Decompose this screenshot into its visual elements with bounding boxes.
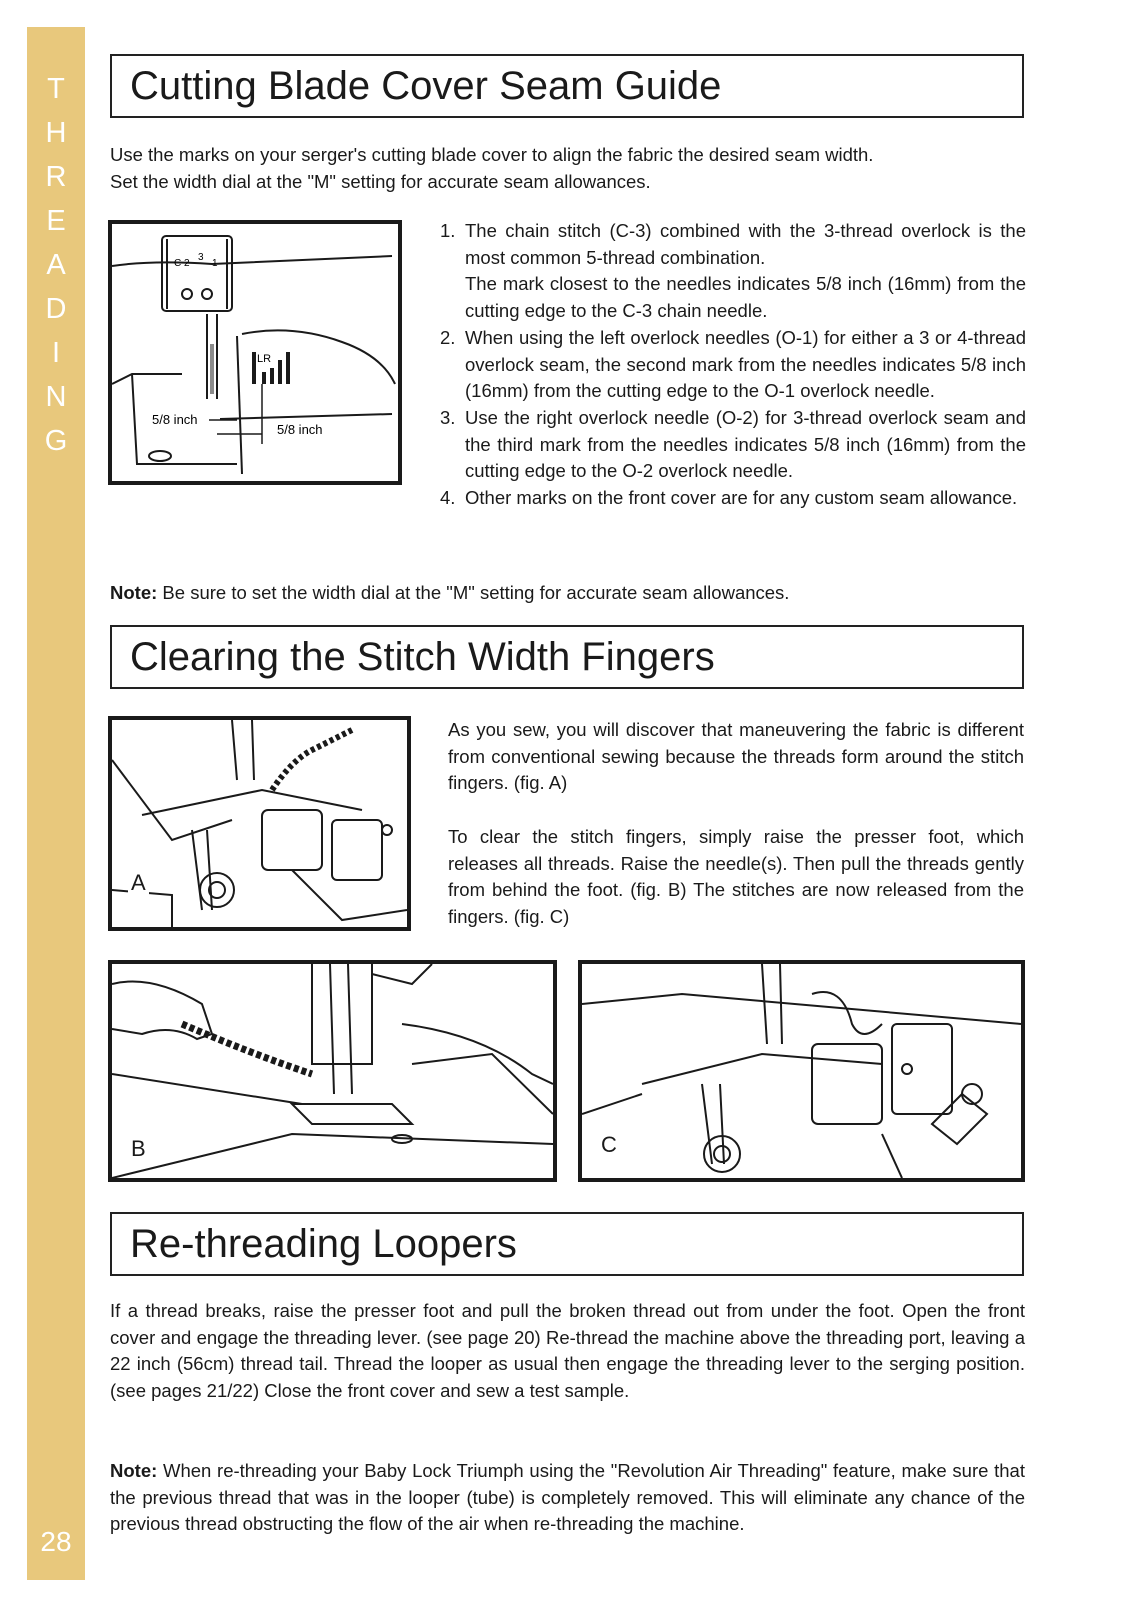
- side-tab-letters: [27, 67, 85, 463]
- figure-c: [578, 960, 1025, 1182]
- needle-label-2: 2: [184, 258, 190, 269]
- list-item: [440, 485, 1026, 512]
- stitch-fingers-paragraph-2: To clear the stitch fingers, simply raise the presser foot, which releases all threads. Raise the needle(s). Then pull the threads gently from behind the foot. (fig. B) The stitches are now released from the fingers. (fig. C): [448, 826, 1024, 927]
- step-text: The chain stitch (C-3) combined with the 3-thread overlock is the most common 5-thread combination.: [465, 220, 1026, 268]
- seam-mark-label: LR: [257, 353, 272, 365]
- section-side-tab: [27, 27, 85, 1580]
- intro-line-1: Use the marks on your serger's cutting blade cover to align the fabric the desired seam width.: [110, 144, 874, 165]
- figure-b-label: B: [128, 1136, 149, 1162]
- figure-c-label: C: [598, 1132, 620, 1158]
- figure-b: [108, 960, 557, 1182]
- list-item: [440, 405, 1026, 485]
- step-extra-text: The mark closest to the needles indicates 5/8 inch (16mm) from the cutting edge to the C-3 chain needle.: [465, 273, 1026, 322]
- side-tab-letter: T: [47, 73, 65, 105]
- step-text: Use the right overlock needle (O-2) for 3-thread overlock seam and the third mark from the needles indicates 5/8 inch (16mm) from the cutting edge to the O-2 overlock needle.: [465, 406, 1026, 482]
- section-title-rethreading: Re-threading Loopers: [130, 1222, 517, 1266]
- seam-guide-illustration: [112, 224, 398, 481]
- side-tab-letter: D: [45, 293, 67, 325]
- seam-guide-note: [110, 580, 1025, 607]
- page-number: 28: [40, 1526, 72, 1557]
- side-tab-letter: I: [51, 337, 61, 369]
- side-tab-letter: N: [45, 381, 67, 413]
- figure-a-illustration: [112, 720, 407, 927]
- list-item: [440, 218, 1026, 325]
- note-text: Be sure to set the width dial at the "M" setting for accurate seam allowances.: [157, 582, 790, 603]
- step-number: 4.: [440, 487, 456, 509]
- figure-seam-guide: [108, 220, 402, 485]
- needle-label-1: 1: [212, 258, 218, 269]
- rethreading-note: [110, 1458, 1025, 1538]
- figure-b-illustration: [112, 964, 553, 1178]
- stitch-fingers-paragraph-1: As you sew, you will discover that maneuvering the fabric is different from conventional sewing because the threads form around the stitch fingers. (fig. A): [448, 719, 1024, 793]
- step-text: When using the left overlock needles (O-1) for either a 3 or 4-thread overlock seam, the second mark from the needles indicates 5/8 inch (16mm) from the cutting edge to the O-1 overlock needle.: [465, 326, 1026, 402]
- step-number: 1.: [440, 220, 456, 241]
- figure-a-label: A: [128, 870, 149, 896]
- step-number: 3.: [440, 406, 456, 428]
- left-measure-label: 5/8 inch: [152, 412, 198, 427]
- side-tab-letter: H: [45, 117, 67, 149]
- step-number: 2.: [440, 326, 456, 348]
- section-heading-box: [110, 625, 1024, 689]
- needle-label-3: 3: [198, 252, 204, 263]
- side-tab-letter: E: [46, 205, 66, 237]
- section-title-stitch-fingers: Clearing the Stitch Width Fingers: [130, 635, 715, 679]
- note-text: When re-threading your Baby Lock Triumph using the "Revolution Air Threading" feature, make sure that the previous thread that was in the looper (tube) is completely removed. This will eliminate any chance of the previous thread obstructing the flow of the air when re-threading the machine.: [110, 1460, 1025, 1534]
- intro-line-2: Set the width dial at the "M" setting for accurate seam allowances.: [110, 170, 651, 192]
- step-text: Other marks on the front cover are for any custom seam allowance.: [465, 487, 1018, 509]
- figure-c-illustration: [582, 964, 1021, 1178]
- side-tab-letter: G: [44, 425, 68, 457]
- needle-label-c: C: [174, 258, 182, 269]
- seam-guide-steps: [440, 218, 1026, 512]
- rethreading-paragraph: If a thread breaks, raise the presser foot and pull the broken thread out from under the foot. Open the front cover and engage the threading lever. (see page 20) Re-thread the machine above the threading port, leaving a 22 inch (56cm) thread tail. Thread the looper as usual then engage the threading lever to the serging position. (see pages 21/22) Close the front cover and sew a test sample.: [110, 1300, 1025, 1401]
- note-label: Note:: [110, 1460, 158, 1481]
- right-measure-label: 5/8 inch: [277, 422, 323, 437]
- figure-a: [108, 716, 411, 931]
- note-label: Note:: [110, 582, 158, 603]
- list-item: [440, 325, 1026, 405]
- section-title-cutting-blade: Cutting Blade Cover Seam Guide: [130, 64, 722, 108]
- section-heading-box: [110, 54, 1024, 118]
- side-tab-letter: R: [45, 161, 67, 193]
- section-heading-box: [110, 1212, 1024, 1276]
- intro-paragraph: [110, 142, 1025, 195]
- side-tab-letter: A: [46, 249, 66, 281]
